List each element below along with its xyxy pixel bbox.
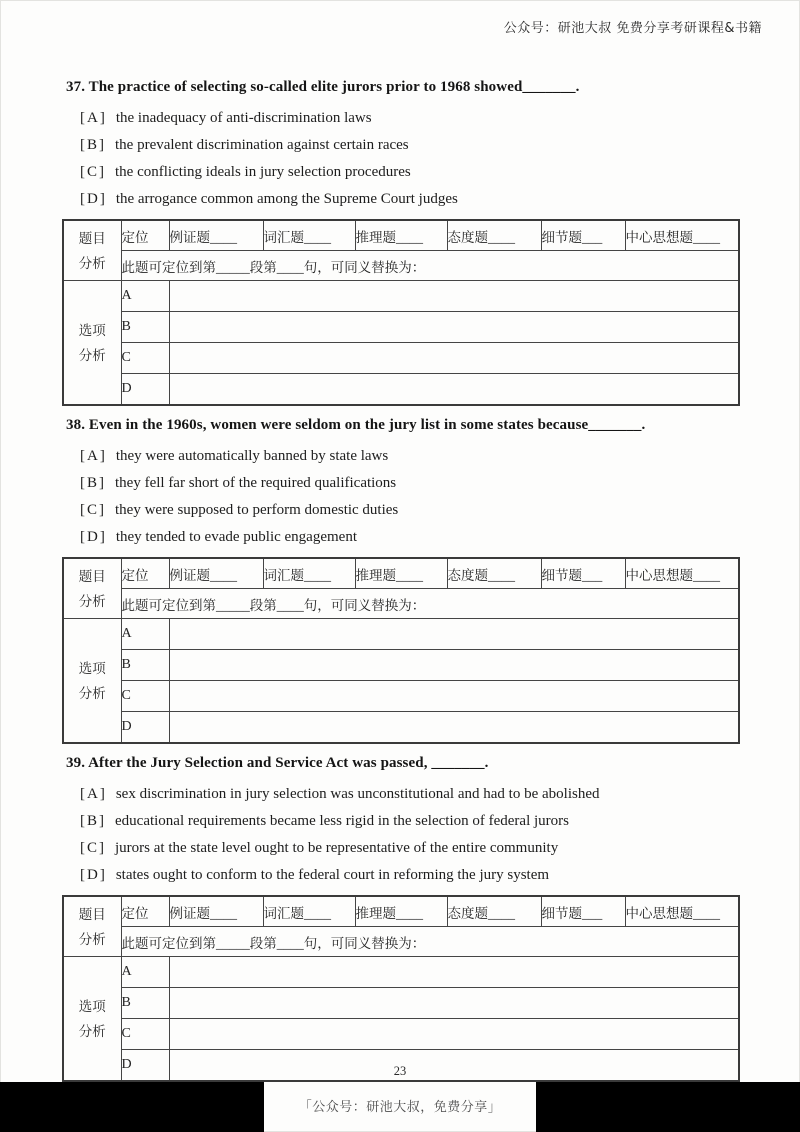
header-cell-detail: 细节题___ xyxy=(541,558,625,589)
option-letter: [C] xyxy=(80,164,106,180)
option-row-c xyxy=(62,159,738,186)
option-text: the conflicting ideals in jury selection procedures xyxy=(115,164,411,180)
option-text: they were supposed to perform domestic duties xyxy=(115,502,399,518)
option-letter-cell: B xyxy=(121,988,169,1019)
table-label-option-analysis xyxy=(63,957,121,1082)
header-cell-detail: 细节题___ xyxy=(541,220,625,251)
table-label-question-analysis xyxy=(63,220,121,281)
table-label-option-analysis xyxy=(63,281,121,406)
header-promo-text: 公众号：研池大叔 免费分享考研课程&书籍 xyxy=(503,21,762,36)
option-letter-cell: A xyxy=(121,619,169,650)
header-cell-main-idea: 中心思想题____ xyxy=(625,558,739,589)
option-letter: [B] xyxy=(80,813,106,829)
header-cell-example: 例证题____ xyxy=(169,220,263,251)
header-cell-main-idea: 中心思想题____ xyxy=(625,220,739,251)
header-cell-inference: 推理题____ xyxy=(355,220,447,251)
question-stem: 37. The practice of selecting so-called elite jurors prior to 1968 showed_______. xyxy=(66,79,580,95)
question-39 xyxy=(62,753,738,1082)
option-text: educational requirements became less rigid in the selection of federal jurors xyxy=(115,813,569,829)
label-line: 分析 xyxy=(78,685,106,701)
analysis-blank-cell xyxy=(169,343,739,374)
analysis-blank-cell xyxy=(169,681,739,712)
option-letter: [D] xyxy=(80,867,107,883)
label-line: 选项 xyxy=(78,660,106,676)
question-37 xyxy=(62,77,738,406)
analysis-blank-cell xyxy=(169,957,739,988)
table-label-question-analysis xyxy=(63,558,121,619)
option-text: the prevalent discrimination against certain races xyxy=(115,137,409,153)
option-letter-cell: D xyxy=(121,374,169,406)
option-letter: [B] xyxy=(80,137,106,153)
question-stem: 39. After the Jury Selection and Service Act was passed, _______. xyxy=(66,755,489,771)
locate-sentence-cell: 此题可定位到第_____段第____句，可同义替换为： xyxy=(121,589,739,619)
option-letter-cell: A xyxy=(121,957,169,988)
option-letter: [A] xyxy=(80,786,107,802)
header-cell-example: 例证题____ xyxy=(169,896,263,927)
option-letter-cell: D xyxy=(121,712,169,744)
analysis-blank-cell xyxy=(169,1019,739,1050)
locate-sentence-cell: 此题可定位到第_____段第____句，可同义替换为： xyxy=(121,927,739,957)
header-cell-locate: 定位 xyxy=(121,220,169,251)
option-row-b xyxy=(62,808,738,835)
header-cell-locate: 定位 xyxy=(121,896,169,927)
option-row-a xyxy=(62,781,738,808)
option-letter-cell: B xyxy=(121,312,169,343)
option-letter: [C] xyxy=(80,840,106,856)
header-cell-inference: 推理题____ xyxy=(355,896,447,927)
analysis-blank-cell xyxy=(169,988,739,1019)
label-line: 选项 xyxy=(78,322,106,338)
label-line: 分析 xyxy=(78,1023,106,1039)
option-text: the inadequacy of anti-discrimination laws xyxy=(115,110,372,126)
option-row-a xyxy=(62,443,738,470)
option-row-c xyxy=(62,835,738,862)
option-row-b xyxy=(62,132,738,159)
header-cell-detail: 细节题___ xyxy=(541,896,625,927)
label-line: 分析 xyxy=(78,931,106,947)
analysis-table-37 xyxy=(62,219,740,406)
label-line: 选项 xyxy=(78,998,106,1014)
table-label-question-analysis xyxy=(63,896,121,957)
label-line: 题目 xyxy=(78,906,106,922)
header-cell-attitude: 态度题____ xyxy=(447,220,541,251)
header-cell-vocabulary: 词汇题____ xyxy=(263,558,355,589)
label-line: 题目 xyxy=(78,230,106,246)
analysis-blank-cell xyxy=(169,619,739,650)
header-cell-attitude: 态度题____ xyxy=(447,558,541,589)
option-letter: [A] xyxy=(80,448,107,464)
analysis-blank-cell xyxy=(169,312,739,343)
label-line: 分析 xyxy=(78,255,106,271)
question-stem: 38. Even in the 1960s, women were seldom on the jury list in some states because_______. xyxy=(66,417,646,433)
option-row-a xyxy=(62,105,738,132)
analysis-table-39 xyxy=(62,895,740,1082)
option-letter-cell: C xyxy=(121,343,169,374)
page-number: 23 xyxy=(393,1064,407,1078)
question-38 xyxy=(62,415,738,744)
table-label-option-analysis xyxy=(63,619,121,744)
option-letter-cell: C xyxy=(121,681,169,712)
page-content xyxy=(62,70,738,1091)
analysis-blank-cell xyxy=(169,712,739,744)
option-text: the arrogance common among the Supreme Court judges xyxy=(115,191,458,207)
label-line: 题目 xyxy=(78,568,106,584)
analysis-table-38 xyxy=(62,557,740,744)
header-cell-vocabulary: 词汇题____ xyxy=(263,896,355,927)
header-cell-vocabulary: 词汇题____ xyxy=(263,220,355,251)
analysis-blank-cell xyxy=(169,650,739,681)
analysis-blank-cell xyxy=(169,374,739,406)
analysis-blank-cell xyxy=(169,281,739,312)
footer-promo-text: 「公众号：研池大叔，免费分享」 xyxy=(298,1100,502,1115)
option-row-c xyxy=(62,497,738,524)
option-letter: [B] xyxy=(80,475,106,491)
option-text: they tended to evade public engagement xyxy=(115,529,357,545)
header-cell-attitude: 态度题____ xyxy=(447,896,541,927)
option-letter-cell: B xyxy=(121,650,169,681)
header-cell-locate: 定位 xyxy=(121,558,169,589)
option-letter: [D] xyxy=(80,529,107,545)
option-letter: [C] xyxy=(80,502,106,518)
label-line: 分析 xyxy=(78,593,106,609)
option-letter: [D] xyxy=(80,191,107,207)
option-letter-cell: C xyxy=(121,1019,169,1050)
header-cell-inference: 推理题____ xyxy=(355,558,447,589)
option-letter-cell: A xyxy=(121,281,169,312)
option-text: they fell far short of the required qualifications xyxy=(115,475,397,491)
locate-sentence-cell: 此题可定位到第_____段第____句，可同义替换为： xyxy=(121,251,739,281)
option-row-b xyxy=(62,470,738,497)
label-line: 分析 xyxy=(78,347,106,363)
option-row-d xyxy=(62,186,738,213)
option-text: states ought to conform to the federal court in reforming the jury system xyxy=(115,867,550,883)
option-row-d xyxy=(62,862,738,889)
option-text: they were automatically banned by state laws xyxy=(115,448,389,464)
option-text: sex discrimination in jury selection was unconstitutional and had to be abolished xyxy=(115,786,600,802)
option-row-d xyxy=(62,524,738,551)
header-cell-main-idea: 中心思想题____ xyxy=(625,896,739,927)
option-text: jurors at the state level ought to be representative of the entire community xyxy=(115,840,559,856)
option-letter: [A] xyxy=(80,110,107,126)
header-cell-example: 例证题____ xyxy=(169,558,263,589)
option-letter-cell: D xyxy=(121,1050,169,1082)
